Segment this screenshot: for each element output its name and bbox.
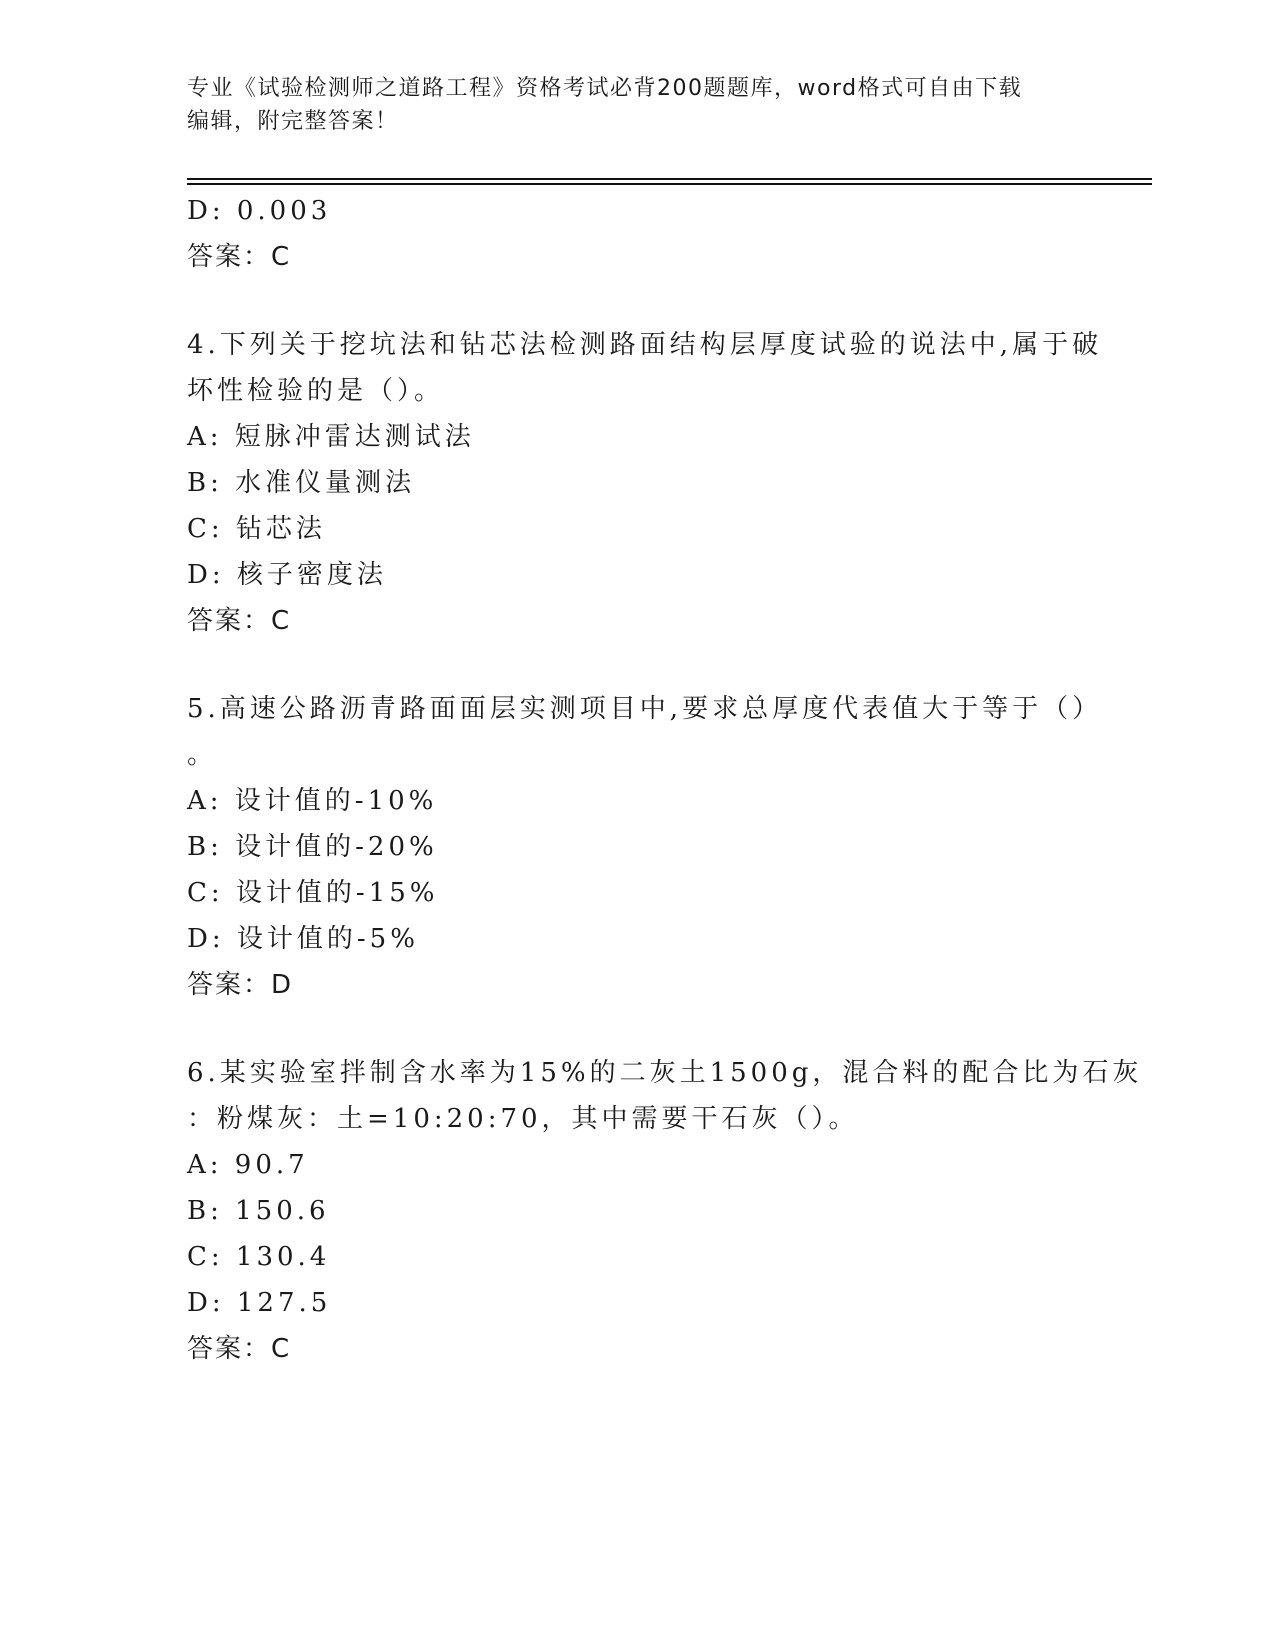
answer: 答案：C: [187, 242, 292, 272]
question-5: [187, 686, 1103, 1008]
question-text: 6.某实验室拌制含水率为15%的二灰土1500g，混合料的配合比为石灰: [187, 1058, 1143, 1088]
question-3-tail: [187, 188, 1087, 280]
option-a: A: 短脉冲雷达测试法: [187, 422, 475, 452]
question-4: [187, 322, 1103, 644]
question-text: 。: [187, 740, 218, 770]
question-text: 4.下列关于挖坑法和钻芯法检测路面结构层厚度试验的说法中,属于破: [187, 330, 1103, 360]
header-rule-bottom: [187, 183, 1152, 185]
question-text: 坏性检验的是（）。: [187, 376, 445, 406]
option-a: A: 设计值的-10%: [187, 786, 438, 816]
option-d: D: 0.003: [187, 196, 332, 226]
option-d: D: 核子密度法: [187, 560, 387, 590]
spacer: [187, 644, 1087, 686]
header-line-2: 编辑，附完整答案！: [187, 109, 399, 134]
option-c: C: 钻芯法: [187, 514, 326, 544]
option-c: C: 设计值的-15%: [187, 878, 439, 908]
spacer: [187, 280, 1087, 322]
answer: 答案：D: [187, 970, 294, 1000]
option-a: A: 90.7: [187, 1150, 309, 1180]
option-b: B: 设计值的-20%: [187, 832, 438, 862]
option-c: C: 130.4: [187, 1242, 331, 1272]
spacer: [187, 1008, 1087, 1050]
answer: 答案：C: [187, 606, 292, 636]
answer: 答案：C: [187, 1334, 292, 1364]
header-rule-top: [187, 178, 1152, 180]
document-header: [187, 72, 1087, 138]
option-d: D: 127.5: [187, 1288, 332, 1318]
question-6: [187, 1050, 1143, 1372]
question-content: [187, 188, 1143, 1372]
option-b: B: 水准仪量测法: [187, 468, 416, 498]
option-d: D: 设计值的-5%: [187, 924, 419, 954]
question-text: 5.高速公路沥青路面面层实测项目中,要求总厚度代表值大于等于（）: [187, 694, 1103, 724]
option-b: B: 150.6: [187, 1196, 330, 1226]
question-text: ：粉煤灰：土=10:20:70，其中需要干石灰（）。: [187, 1104, 859, 1134]
header-line-1: 专业《试验检测师之道路工程》资格考试必背200题题库，word格式可自由下载: [187, 76, 1023, 101]
